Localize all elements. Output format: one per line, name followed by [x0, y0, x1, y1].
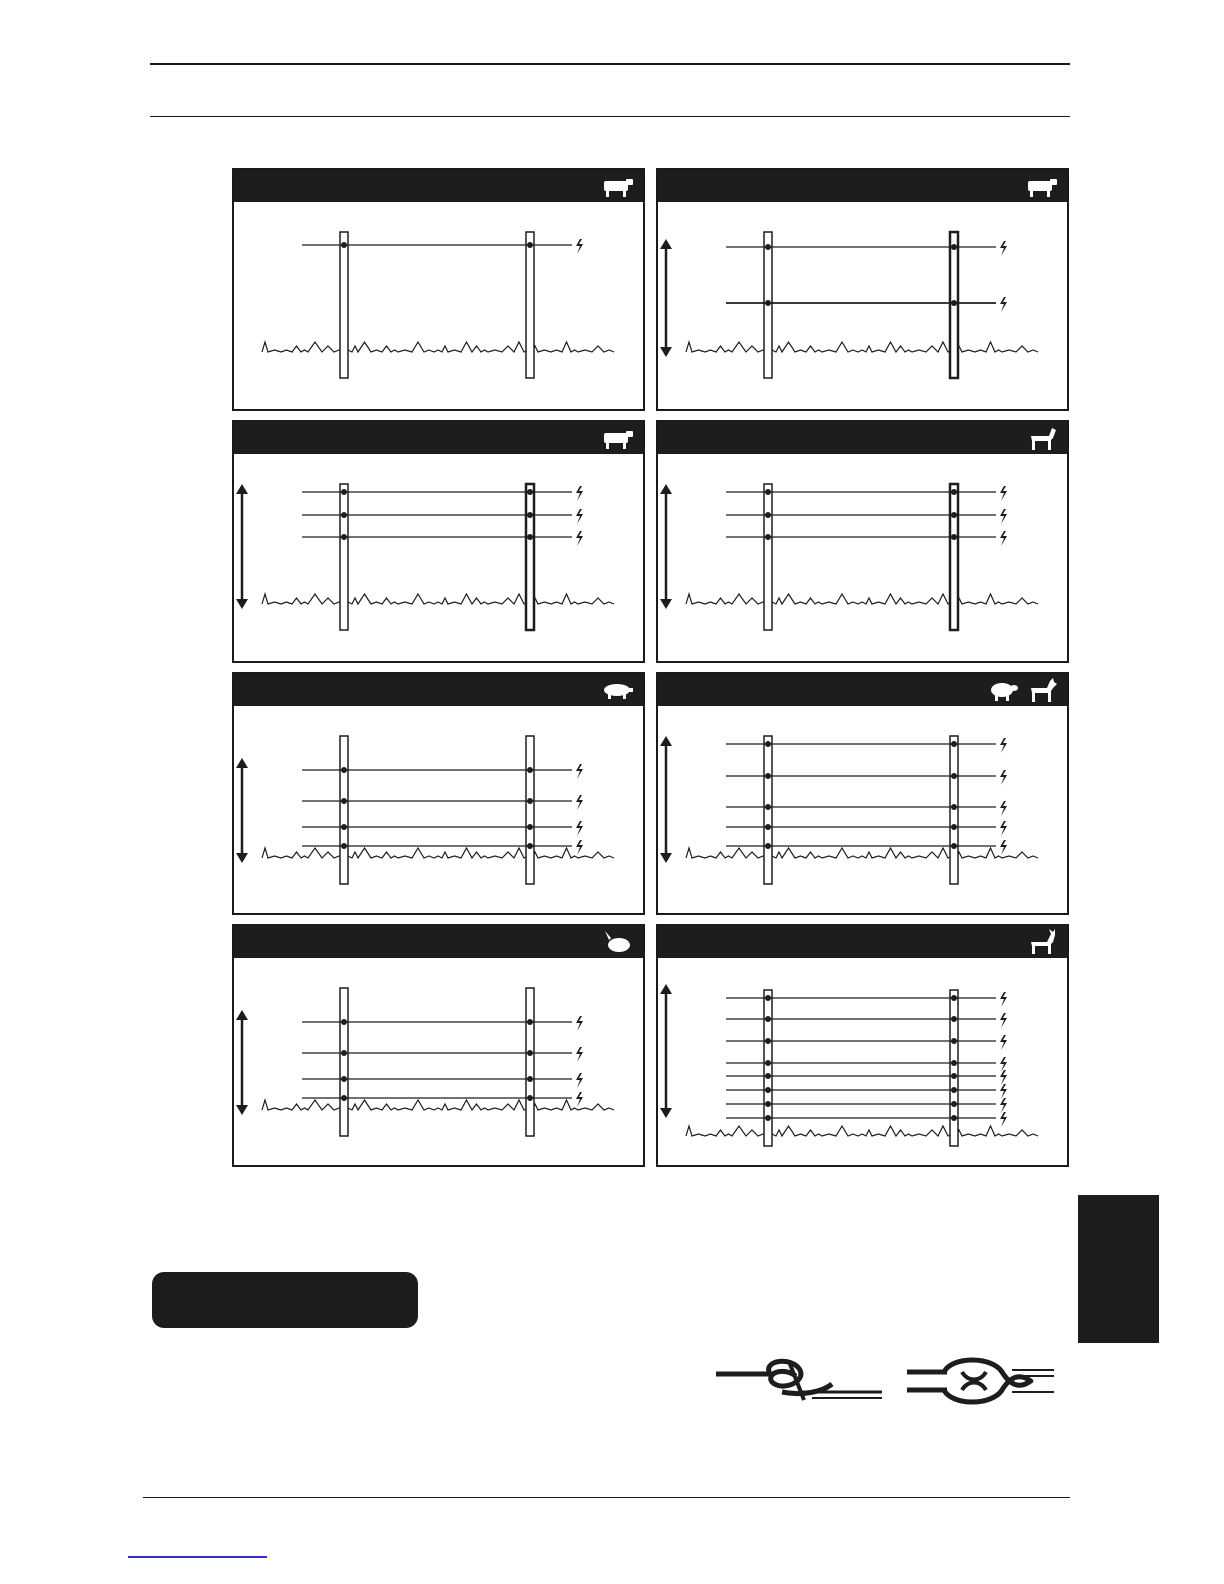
- cow-icon: [601, 424, 635, 452]
- insulator: [951, 1087, 957, 1093]
- insulator: [951, 1073, 957, 1079]
- ground-line: [686, 342, 1038, 352]
- ground-line: [262, 848, 614, 858]
- arrow-down-icon: [236, 599, 248, 609]
- fence-panel: [232, 924, 645, 1167]
- fence-drawing: [234, 202, 642, 408]
- insulator: [765, 741, 771, 747]
- fence-drawing: [658, 202, 1066, 408]
- electric-bolt-icon: [576, 764, 583, 779]
- insulator: [765, 1115, 771, 1121]
- electric-bolt-icon: [1000, 1070, 1007, 1085]
- fence-post: [526, 484, 534, 630]
- electric-bolt-icon: [1000, 992, 1007, 1007]
- electric-bolt-icon: [1000, 241, 1007, 256]
- arrow-up-icon: [236, 1010, 248, 1020]
- insulator: [951, 300, 957, 306]
- insulator: [341, 824, 347, 830]
- insulator: [951, 489, 957, 495]
- figure-eight-knot-icon: [907, 1360, 1054, 1402]
- ground-line: [262, 342, 614, 352]
- arrow-down-icon: [660, 1108, 672, 1118]
- fence-drawing: [658, 706, 1066, 912]
- panel-header-bar: [234, 926, 643, 958]
- electric-bolt-icon: [576, 486, 583, 501]
- electric-bolt-icon: [576, 239, 583, 254]
- insulator: [341, 1076, 347, 1082]
- insulator: [527, 1095, 533, 1101]
- insulator: [951, 824, 957, 830]
- insulator: [951, 244, 957, 250]
- arrow-up-icon: [660, 239, 672, 249]
- fence-post: [526, 736, 534, 884]
- fence-panel: [656, 420, 1069, 663]
- electric-bolt-icon: [1000, 1013, 1007, 1028]
- insulator: [341, 512, 347, 518]
- insulator: [765, 843, 771, 849]
- fence-panel: [232, 168, 645, 411]
- header-rule-top: [150, 63, 1070, 65]
- deer-icon: [1025, 928, 1059, 956]
- insulator: [341, 843, 347, 849]
- insulator: [341, 534, 347, 540]
- knot-illustrations: [712, 1352, 1062, 1422]
- electric-bolt-icon: [1000, 1112, 1007, 1127]
- insulator: [765, 804, 771, 810]
- reef-knot-icon: [716, 1361, 882, 1400]
- insulator: [527, 512, 533, 518]
- fence-drawing: [658, 454, 1066, 660]
- electric-bolt-icon: [1000, 821, 1007, 836]
- insulator: [765, 1101, 771, 1107]
- footer-rule: [143, 1497, 1070, 1498]
- insulator: [765, 489, 771, 495]
- fence-post: [764, 990, 772, 1146]
- fence-post: [340, 484, 348, 630]
- insulator: [765, 824, 771, 830]
- electric-bolt-icon: [576, 509, 583, 524]
- insulator: [527, 798, 533, 804]
- electric-bolt-icon: [576, 795, 583, 810]
- insulator: [527, 489, 533, 495]
- cow-icon: [601, 172, 635, 200]
- insulator: [951, 1101, 957, 1107]
- insulator: [951, 512, 957, 518]
- fence-drawing: [234, 706, 642, 912]
- insulator: [527, 534, 533, 540]
- fence-drawing: [234, 454, 642, 660]
- arrow-up-icon: [660, 984, 672, 994]
- ground-line: [686, 594, 1038, 604]
- section-tab: [1078, 1195, 1159, 1343]
- insulator: [341, 489, 347, 495]
- insulator: [951, 1016, 957, 1022]
- insulator: [951, 1060, 957, 1066]
- panel-header-bar: [234, 674, 643, 706]
- insulator: [341, 1050, 347, 1056]
- electric-bolt-icon: [1000, 738, 1007, 753]
- fence-post: [764, 484, 772, 630]
- section-heading-pill: [152, 1272, 418, 1328]
- insulator: [341, 798, 347, 804]
- insulator: [951, 843, 957, 849]
- arrow-up-icon: [236, 758, 248, 768]
- insulator: [951, 534, 957, 540]
- insulator: [341, 242, 347, 248]
- insulator: [527, 843, 533, 849]
- electric-bolt-icon: [1000, 486, 1007, 501]
- insulator: [527, 1019, 533, 1025]
- fence-post: [526, 988, 534, 1136]
- insulator: [765, 244, 771, 250]
- insulator: [765, 534, 771, 540]
- arrow-down-icon: [660, 599, 672, 609]
- fence-post: [526, 232, 534, 378]
- fence-panel: [232, 672, 645, 915]
- electric-bolt-icon: [1000, 770, 1007, 785]
- electric-bolt-icon: [1000, 531, 1007, 546]
- insulator: [765, 995, 771, 1001]
- arrow-down-icon: [236, 853, 248, 863]
- electric-bolt-icon: [1000, 840, 1007, 855]
- panel-header-bar: [658, 170, 1067, 202]
- insulator: [341, 1095, 347, 1101]
- electric-bolt-icon: [576, 840, 583, 855]
- panel-header-bar: [658, 926, 1067, 958]
- panel-header-bar: [658, 422, 1067, 454]
- insulator: [527, 824, 533, 830]
- insulator: [951, 804, 957, 810]
- arrow-down-icon: [660, 347, 672, 357]
- insulator: [765, 300, 771, 306]
- insulator: [951, 1038, 957, 1044]
- arrow-up-icon: [236, 484, 248, 494]
- panel-header-bar: [234, 422, 643, 454]
- fence-post: [340, 988, 348, 1136]
- insulator: [765, 512, 771, 518]
- panel-header-bar: [658, 674, 1067, 706]
- electric-bolt-icon: [576, 531, 583, 546]
- insulator: [951, 1115, 957, 1121]
- electric-bolt-icon: [576, 1047, 583, 1062]
- rabbit-icon: [601, 928, 635, 956]
- fence-panel: [232, 420, 645, 663]
- insulator: [341, 1019, 347, 1025]
- insulator: [765, 1038, 771, 1044]
- insulator: [765, 773, 771, 779]
- arrow-up-icon: [660, 736, 672, 746]
- insulator: [951, 773, 957, 779]
- arrow-down-icon: [660, 853, 672, 863]
- arrow-up-icon: [660, 484, 672, 494]
- insulator: [765, 1060, 771, 1066]
- electric-bolt-icon: [576, 1016, 583, 1031]
- insulator: [765, 1016, 771, 1022]
- insulator: [527, 242, 533, 248]
- insulator: [765, 1087, 771, 1093]
- insulator: [527, 767, 533, 773]
- insulator: [527, 1076, 533, 1082]
- fence-post: [340, 232, 348, 378]
- ground-line: [686, 1126, 1038, 1136]
- goat-icon: [1025, 676, 1059, 704]
- insulator: [527, 1050, 533, 1056]
- electric-bolt-icon: [576, 1092, 583, 1107]
- insulator: [951, 995, 957, 1001]
- horse-icon: [1025, 424, 1059, 452]
- footer-link-underline: [128, 1556, 267, 1558]
- electric-bolt-icon: [1000, 1098, 1007, 1113]
- fence-drawing: [658, 958, 1066, 1164]
- header-rule-bottom: [150, 116, 1070, 117]
- panel-header-bar: [234, 170, 643, 202]
- fence-panel: [656, 168, 1069, 411]
- pig-icon: [601, 676, 635, 704]
- fence-drawing: [234, 958, 642, 1164]
- electric-bolt-icon: [576, 1073, 583, 1088]
- electric-bolt-icon: [1000, 1084, 1007, 1099]
- sheep-icon: [987, 676, 1021, 704]
- arrow-down-icon: [236, 1105, 248, 1115]
- electric-bolt-icon: [1000, 801, 1007, 816]
- insulator: [765, 1073, 771, 1079]
- ground-line: [686, 848, 1038, 858]
- insulator: [951, 741, 957, 747]
- fence-post: [340, 736, 348, 884]
- electric-bolt-icon: [1000, 1057, 1007, 1072]
- fence-panel: [656, 672, 1069, 915]
- ground-line: [262, 1100, 614, 1110]
- cow-icon: [1025, 172, 1059, 200]
- fence-post: [950, 990, 958, 1146]
- electric-bolt-icon: [576, 821, 583, 836]
- electric-bolt-icon: [1000, 1035, 1007, 1050]
- ground-line: [262, 594, 614, 604]
- electric-bolt-icon: [1000, 509, 1007, 524]
- insulator: [341, 767, 347, 773]
- fence-panel: [656, 924, 1069, 1167]
- electric-bolt-icon: [1000, 297, 1007, 312]
- fence-post: [950, 484, 958, 630]
